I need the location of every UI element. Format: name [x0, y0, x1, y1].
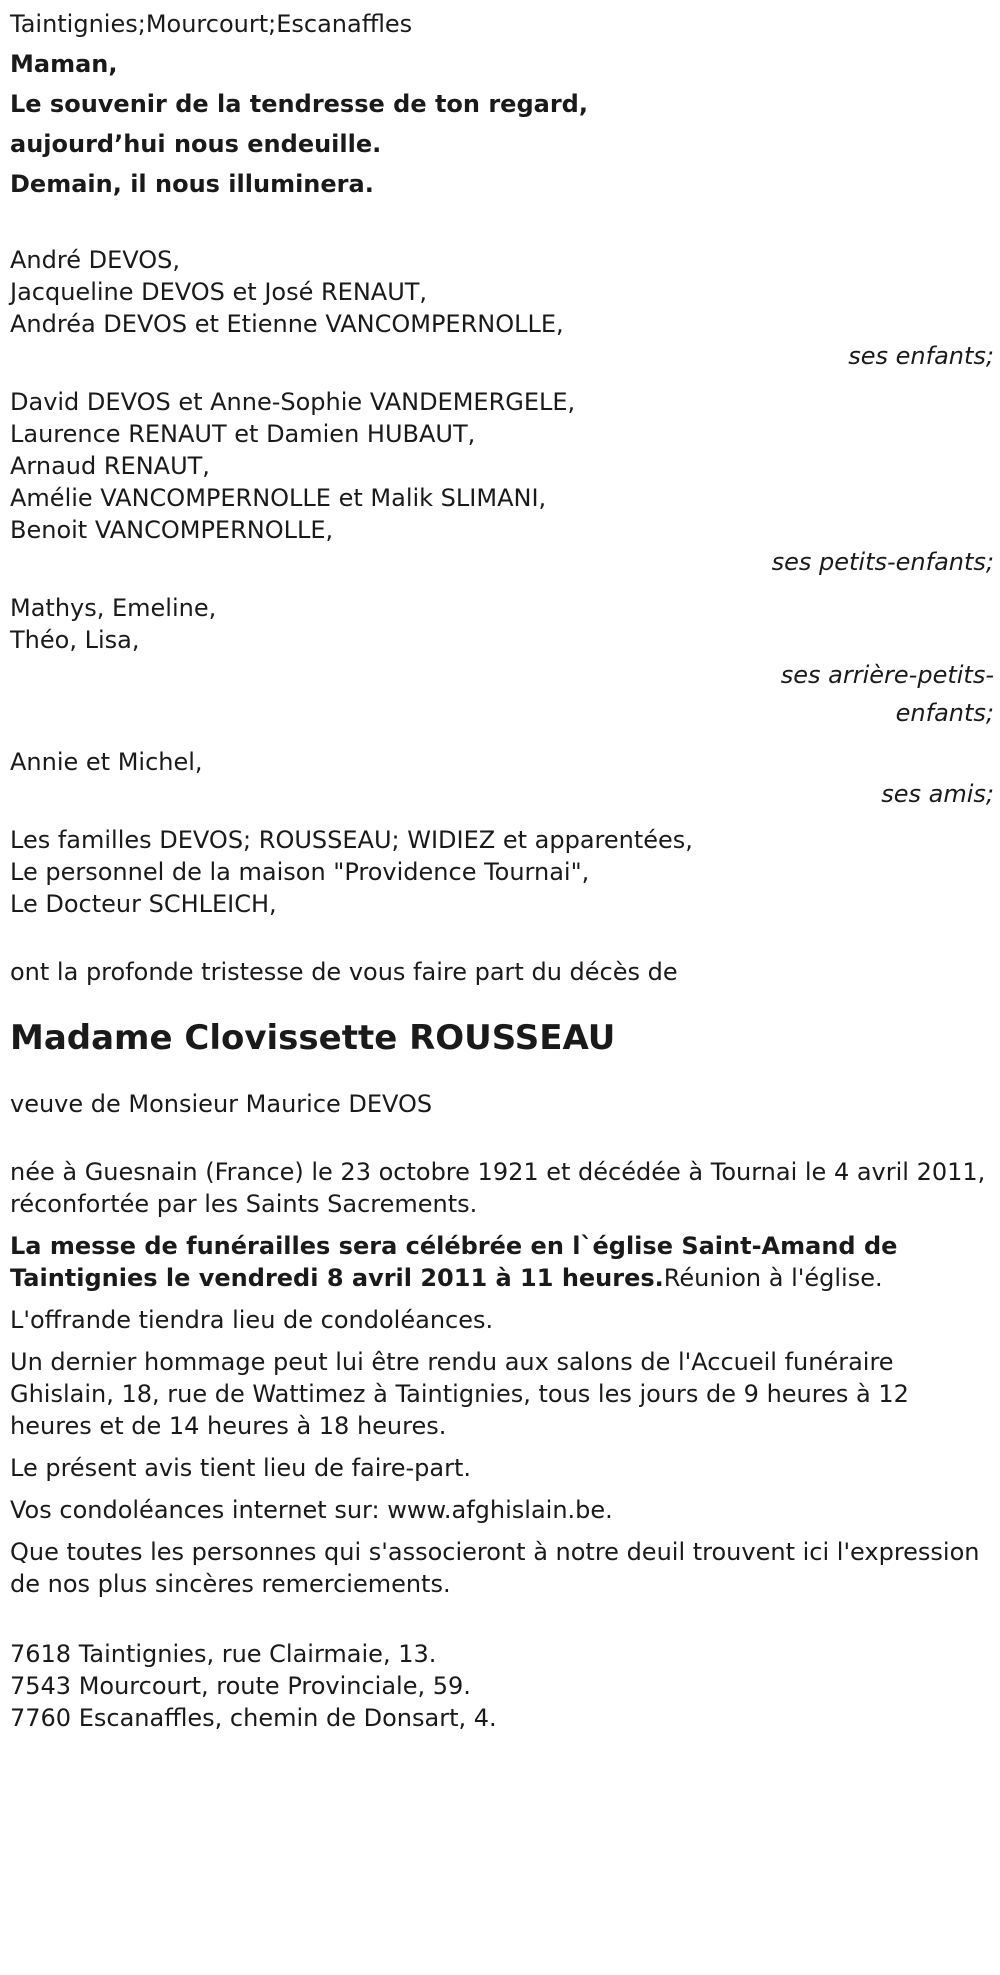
grandchildren-group — [10, 386, 1000, 578]
poem-line: Le souvenir de la tendresse de ton regard, — [10, 90, 588, 118]
header-places: Taintignies;Mourcourt;Escanaffles — [10, 10, 413, 38]
family-name: Amélie VANCOMPERNOLLE et Malik SLIMANI, — [10, 484, 547, 512]
funeral-info — [10, 1230, 990, 1294]
family-name: Jacqueline DEVOS et José RENAUT, — [10, 278, 428, 306]
friends-group — [10, 746, 1000, 810]
great-grandchildren-role: ses arrière-petits-enfants; — [780, 661, 994, 727]
funeral-mass-text: La messe de funérailles sera célébrée en l`église Saint-Amand de Taintignies le vendredi 8 avril 2011 à 11 heures. — [10, 1232, 898, 1292]
family-name: Arnaud RENAUT, — [10, 452, 210, 480]
family-name: Théo, Lisa, — [10, 626, 140, 654]
funeral-meeting-text: Réunion à l'église. — [663, 1264, 883, 1292]
poem-line: aujourd’hui nous endeuille. — [10, 130, 382, 158]
offering-note: L'offrande tiendra lieu de condoléances. — [10, 1306, 494, 1334]
deceased-name: Madame Clovissette ROUSSEAU — [10, 1018, 616, 1058]
family-name: Andréa DEVOS et Etienne VANCOMPERNOLLE, — [10, 310, 564, 338]
great-grandchildren-group — [10, 592, 1000, 732]
homage-note: Un dernier hommage peut lui être rendu aux salons de l'Accueil funéraire Ghislain, 18, rue de Wattimez à Taintignies, tous les jours de 9 heures à 12 heures et de 14 heures à 18 heures. — [10, 1348, 909, 1440]
family-name: André DEVOS, — [10, 246, 180, 274]
poem — [10, 48, 1000, 200]
address-line: 7760 Escanaffles, chemin de Donsart, 4. — [10, 1704, 497, 1732]
poem-line: Maman, — [10, 50, 118, 78]
condolences-web-note: Vos condoléances internet sur: www.afghislain.be. — [10, 1496, 613, 1524]
addresses — [10, 1638, 1000, 1734]
family-name: Le personnel de la maison "Providence Tournai", — [10, 858, 590, 886]
family-name: Le Docteur SCHLEICH, — [10, 890, 277, 918]
address-line: 7618 Taintignies, rue Clairmaie, 13. — [10, 1640, 437, 1668]
thanks-note: Que toutes les personnes qui s'associeront à notre deuil trouvent ici l'expression de nos plus sincères remerciements. — [10, 1538, 980, 1598]
announcement-text: ont la profonde tristesse de vous faire part du décès de — [10, 958, 678, 986]
birth-death-text: née à Guesnain (France) le 23 octobre 1921 et décédée à Tournai le 4 avril 2011, réconfortée par les Saints Sacrements. — [10, 1158, 986, 1218]
faire-part-note: Le présent avis tient lieu de faire-part. — [10, 1454, 472, 1482]
address-line: 7543 Mourcourt, route Provinciale, 59. — [10, 1672, 471, 1700]
friends-role: ses amis; — [881, 780, 994, 808]
family-name: Les familles DEVOS; ROUSSEAU; WIDIEZ et apparentées, — [10, 826, 693, 854]
family-name: Laurence RENAUT et Damien HUBAUT, — [10, 420, 476, 448]
children-role: ses enfants; — [848, 342, 994, 370]
family-name: Mathys, Emeline, — [10, 594, 217, 622]
family-name: David DEVOS et Anne-Sophie VANDEMERGELE, — [10, 388, 576, 416]
grandchildren-role: ses petits-enfants; — [771, 548, 994, 576]
poem-line: Demain, il nous illuminera. — [10, 170, 374, 198]
others-group — [10, 824, 1000, 920]
family-name: Annie et Michel, — [10, 748, 203, 776]
spouse-text: veuve de Monsieur Maurice DEVOS — [10, 1090, 433, 1118]
family-name: Benoit VANCOMPERNOLLE, — [10, 516, 334, 544]
children-group — [10, 244, 1000, 372]
